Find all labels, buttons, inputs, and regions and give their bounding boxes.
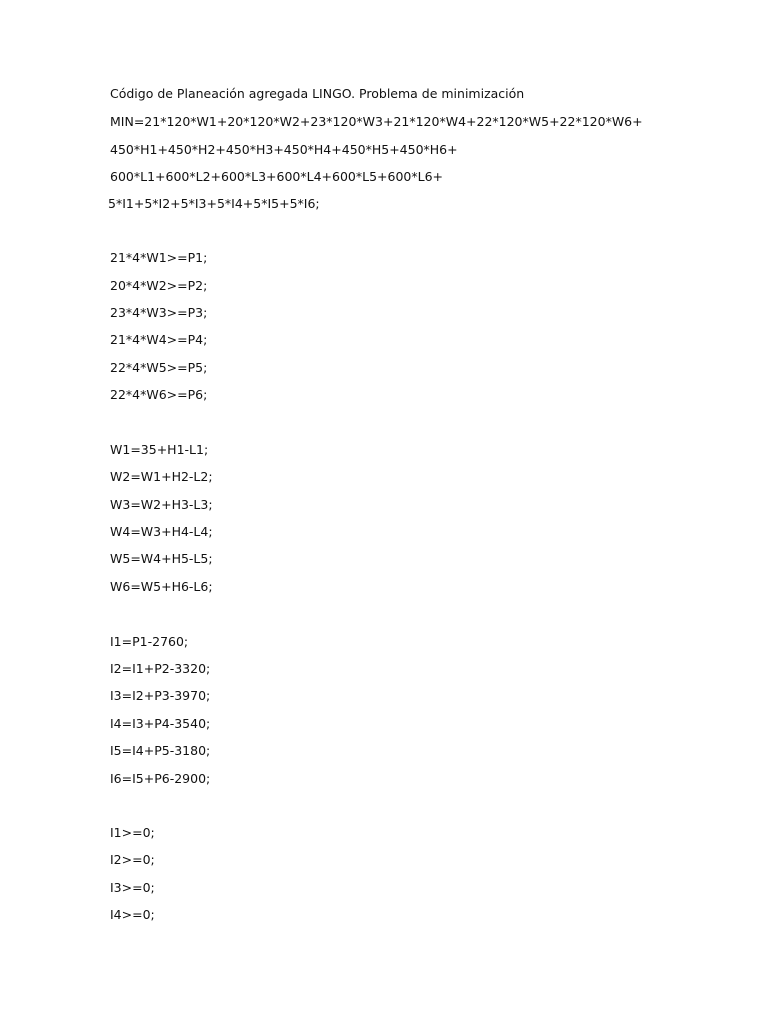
inventory-constraint-line: I1=P1-2760; [110,634,189,649]
inventory-constraint-line: I2=I1+P2-3320; [110,661,211,676]
production-constraint-line: 21*4*W4>=P4; [110,332,208,347]
workforce-constraint-line: W2=W1+H2-L2; [110,469,213,484]
production-constraint-line: 22*4*W6>=P6; [110,387,208,402]
objective-line: 600*L1+600*L2+600*L3+600*L4+600*L5+600*L6+ [110,169,443,184]
production-constraint-line: 22*4*W5>=P5; [110,360,208,375]
inventory-constraint-line: I4=I3+P4-3540; [110,716,211,731]
production-constraint-line: 21*4*W1>=P1; [110,250,208,265]
nonnegativity-constraint-line: I3>=0; [110,880,155,895]
nonnegativity-constraint-line: I1>=0; [110,825,155,840]
objective-line: 5*I1+5*I2+5*I3+5*I4+5*I5+5*I6; [108,196,320,211]
inventory-constraint-line: I6=I5+P6-2900; [110,771,211,786]
objective-line: MIN=21*120*W1+20*120*W2+23*120*W3+21*120*W4+22*120*W5+22*120*W6+ [110,114,643,129]
workforce-constraint-line: W3=W2+H3-L3; [110,497,213,512]
workforce-constraint-line: W5=W4+H5-L5; [110,551,213,566]
inventory-constraint-line: I5=I4+P5-3180; [110,743,211,758]
workforce-constraint-line: W1=35+H1-L1; [110,442,209,457]
nonnegativity-constraint-line: I4>=0; [110,907,155,922]
production-constraint-line: 20*4*W2>=P2; [110,278,208,293]
workforce-constraint-line: W6=W5+H6-L6; [110,579,213,594]
document-title: Código de Planeación agregada LINGO. Problema de minimización [110,86,525,101]
objective-line: 450*H1+450*H2+450*H3+450*H4+450*H5+450*H6+ [110,142,458,157]
inventory-constraint-line: I3=I2+P3-3970; [110,688,211,703]
workforce-constraint-line: W4=W3+H4-L4; [110,524,213,539]
production-constraint-line: 23*4*W3>=P3; [110,305,208,320]
nonnegativity-constraint-line: I2>=0; [110,852,155,867]
